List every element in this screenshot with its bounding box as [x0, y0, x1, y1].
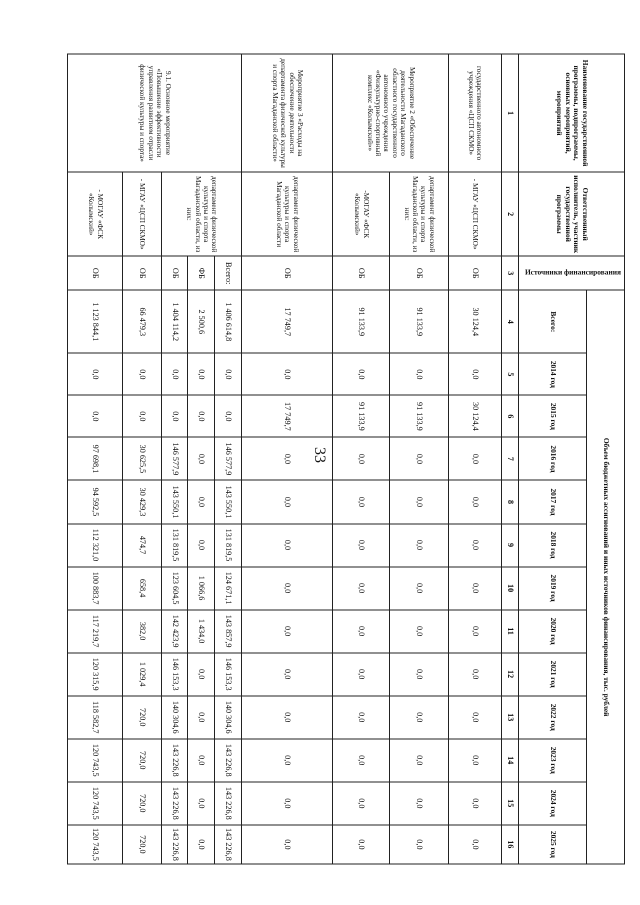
table-cell: 0,0 — [390, 610, 449, 653]
header-year: 2021 год — [519, 653, 587, 696]
table-cell: 30 429,3 — [123, 480, 161, 523]
table-cell: 94 592,5 — [68, 480, 123, 523]
table-cell: 143 226,8 — [214, 739, 242, 782]
table-cell: 91 133,9 — [390, 395, 449, 437]
table-cell: 0,0 — [390, 739, 449, 782]
table-cell: 131 819,5 — [161, 524, 188, 567]
table-row — [242, 54, 332, 864]
header-total: Всего: — [519, 290, 587, 353]
table-cell: 0,0 — [242, 782, 332, 825]
table-cell: 0,0 — [214, 353, 242, 395]
header-year: 2017 год — [519, 480, 587, 523]
table-row — [448, 54, 501, 864]
header-year: 2024 год — [519, 782, 587, 825]
col-number: 8 — [502, 480, 519, 523]
row-name: 9.1. Основное мероприятие «Повышение эффективности управления развитием отрасли физической культуры и спорта» — [68, 54, 242, 172]
table-cell: 0,0 — [188, 480, 215, 523]
table-cell: 0,0 — [448, 782, 501, 825]
table-cell: 0,0 — [332, 782, 389, 825]
table-cell: 143 226,8 — [214, 782, 242, 825]
table-cell: 0,0 — [390, 696, 449, 739]
table-cell: 146 577,9 — [161, 437, 188, 480]
table-cell: 120 743,5 — [68, 782, 123, 825]
row-executor: - МГАУ «ЦСП СКМО» — [123, 172, 161, 256]
table-cell: 0,0 — [242, 653, 332, 696]
row-source: ОБ — [390, 256, 449, 290]
table-row — [332, 54, 389, 864]
budget-table — [67, 54, 625, 865]
table-cell: 658,4 — [123, 567, 161, 610]
col-number: 14 — [502, 739, 519, 782]
col-number: 16 — [502, 825, 519, 864]
row-source: ОБ — [448, 256, 501, 290]
table-cell: 118 582,7 — [68, 696, 123, 739]
table-cell: 0,0 — [188, 825, 215, 864]
table-cell: 0,0 — [390, 782, 449, 825]
row-executor: - МОГАУ «ФСК «Колымский» — [68, 172, 123, 256]
header-name: Наименование государственной программы, подпрограммы, основных мероприятий, мероприятий — [519, 54, 625, 172]
table-cell: 382,0 — [123, 610, 161, 653]
table-cell: 0,0 — [242, 437, 332, 480]
table-cell: 0,0 — [448, 353, 501, 395]
table-cell: 146 153,3 — [214, 653, 242, 696]
table-cell: 143 226,8 — [161, 825, 188, 864]
table-cell: 0,0 — [448, 567, 501, 610]
table-cell: 0,0 — [448, 696, 501, 739]
table-cell: 120 315,9 — [68, 653, 123, 696]
header-year: 2016 год — [519, 437, 587, 480]
table-cell: 91 133,9 — [332, 290, 389, 353]
table-cell: 1 029,4 — [123, 653, 161, 696]
table-cell: 720,0 — [123, 825, 161, 864]
table-cell: 0,0 — [161, 353, 188, 395]
table-cell: 0,0 — [448, 480, 501, 523]
table-cell: 143 550,1 — [161, 480, 188, 523]
table-cell: 123 604,5 — [161, 567, 188, 610]
table-cell: 0,0 — [188, 782, 215, 825]
col-number: 11 — [502, 610, 519, 653]
table-cell: 30 124,4 — [448, 395, 501, 437]
table-cell: 0,0 — [242, 610, 332, 653]
table-cell: 117 219,7 — [68, 610, 123, 653]
header-year: 2019 год — [519, 567, 587, 610]
table-cell: 100 883,7 — [68, 567, 123, 610]
col-number: 9 — [502, 524, 519, 567]
table-cell: 1 434,0 — [188, 610, 215, 653]
table-cell: 91 133,9 — [332, 395, 389, 437]
table-cell: 1 123 844,1 — [68, 290, 123, 353]
table-cell: 131 819,5 — [214, 524, 242, 567]
table-cell: 142 423,9 — [161, 610, 188, 653]
table-cell: 0,0 — [214, 395, 242, 437]
row-source: ОБ — [123, 256, 161, 290]
table-cell: 97 698,1 — [68, 437, 123, 480]
table-cell: 0,0 — [188, 524, 215, 567]
table-cell: 30 625,5 — [123, 437, 161, 480]
table-cell: 0,0 — [242, 739, 332, 782]
table-cell: 0,0 — [390, 480, 449, 523]
col-number: 7 — [502, 437, 519, 480]
header-year: 2020 год — [519, 610, 587, 653]
table-cell: 0,0 — [123, 395, 161, 437]
table-cell: 0,0 — [332, 739, 389, 782]
table-cell: 143 226,8 — [161, 782, 188, 825]
row-source: ОБ — [161, 256, 188, 290]
row-source: ФБ — [188, 256, 215, 290]
header-row-1 — [587, 54, 625, 864]
table-cell: 0,0 — [161, 395, 188, 437]
header-year: 2023 год — [519, 739, 587, 782]
table-row — [123, 54, 161, 864]
col-number: 6 — [502, 395, 519, 437]
table-cell: 140 304,6 — [214, 696, 242, 739]
table-cell: 0,0 — [390, 524, 449, 567]
table-row — [214, 54, 242, 864]
header-executor: Ответственный исполнитель, участник государственной программы — [519, 172, 625, 256]
header-source: Источники финансирования — [519, 256, 625, 290]
table-cell: 143 857,9 — [214, 610, 242, 653]
table-cell: 0,0 — [242, 353, 332, 395]
col-number: 4 — [502, 290, 519, 353]
table-cell: 66 479,3 — [123, 290, 161, 353]
table-cell: 120 743,5 — [68, 825, 123, 864]
header-year: 2022 год — [519, 696, 587, 739]
table-cell: 0,0 — [390, 437, 449, 480]
col-number: 3 — [502, 256, 519, 290]
table-cell: 30 124,4 — [448, 290, 501, 353]
table-cell: 474,7 — [123, 524, 161, 567]
row-executor: департамент физической культуры и спорта Магаданской области, из них: — [161, 172, 242, 256]
table-cell: 143 550,1 — [214, 480, 242, 523]
column-numbers-row — [502, 54, 519, 864]
table-cell: 0,0 — [390, 567, 449, 610]
row-source: ОБ — [332, 256, 389, 290]
row-source: ОБ — [242, 256, 332, 290]
col-number: 12 — [502, 653, 519, 696]
table-cell: 0,0 — [332, 696, 389, 739]
row-executor: - МГАУ «ЦСП СКМО» — [448, 172, 501, 256]
table-cell: 0,0 — [448, 610, 501, 653]
header-year: 2015 год — [519, 395, 587, 437]
table-cell: 17 749,7 — [242, 290, 332, 353]
row-executor: департамент физической культуры и спорта Магаданской области, из них: — [390, 172, 449, 256]
table-row — [390, 54, 449, 864]
table-cell: 0,0 — [390, 353, 449, 395]
table-cell: 91 133,9 — [390, 290, 449, 353]
table-cell: 0,0 — [242, 567, 332, 610]
table-cell: 120 743,5 — [68, 739, 123, 782]
table-cell: 143 226,8 — [161, 739, 188, 782]
col-number: 13 — [502, 696, 519, 739]
table-cell: 112 321,0 — [68, 524, 123, 567]
table-cell: 0,0 — [448, 739, 501, 782]
table-cell: 0,0 — [242, 696, 332, 739]
table-cell: 0,0 — [332, 437, 389, 480]
table-cell: 0,0 — [242, 524, 332, 567]
header-funding: Объем бюджетных ассигнований и иных источников финансирования, тыс. рублей — [587, 290, 625, 864]
table-cell: 0,0 — [123, 353, 161, 395]
table-cell: 146 577,9 — [214, 437, 242, 480]
table-cell: 720,0 — [123, 782, 161, 825]
budget-table-rotated — [67, 54, 625, 865]
table-cell: 0,0 — [332, 825, 389, 864]
table-cell: 1 406 614,8 — [214, 290, 242, 353]
page-number: 33 — [311, 447, 328, 463]
table-cell: 0,0 — [390, 653, 449, 696]
table-cell: 0,0 — [448, 524, 501, 567]
table-cell: 0,0 — [242, 825, 332, 864]
table-cell: 720,0 — [123, 739, 161, 782]
row-name: Мероприятие 2 «Обеспечение деятельности Магаданского областного государственного автономного учреждения «Физкультурно-спортивный комплекс «Колымский»» — [332, 54, 448, 172]
table-cell: 0,0 — [390, 825, 449, 864]
table-cell: 0,0 — [332, 353, 389, 395]
col-number: 15 — [502, 782, 519, 825]
row-executor: департамент физической культуры и спорта Магаданской области — [242, 172, 332, 256]
col-number: 2 — [502, 172, 519, 256]
table-cell: 0,0 — [332, 480, 389, 523]
table-cell: 0,0 — [188, 353, 215, 395]
table-cell: 0,0 — [188, 696, 215, 739]
table-cell: 0,0 — [448, 437, 501, 480]
table-cell: 0,0 — [188, 653, 215, 696]
table-cell: 143 226,8 — [214, 825, 242, 864]
table-row — [68, 54, 123, 864]
col-number: 10 — [502, 567, 519, 610]
table-cell: 0,0 — [332, 524, 389, 567]
table-cell: 720,0 — [123, 696, 161, 739]
table-cell: 146 153,3 — [161, 653, 188, 696]
table-cell: 0,0 — [188, 739, 215, 782]
header-year: 2018 год — [519, 524, 587, 567]
table-cell: 0,0 — [188, 437, 215, 480]
table-cell: 0,0 — [68, 395, 123, 437]
table-cell: 17 749,7 — [242, 395, 332, 437]
table-cell: 0,0 — [448, 825, 501, 864]
row-source: Всего: — [214, 256, 242, 290]
row-executor: -МОГАУ «ФСК «Колымский» — [332, 172, 389, 256]
row-name: Мероприятие 3 «Расходы на обеспечение деятельности департамента физической культуры и спорта Магаданской области» — [242, 54, 332, 172]
table-cell: 0,0 — [332, 653, 389, 696]
table-cell: 0,0 — [332, 610, 389, 653]
table-cell: 0,0 — [242, 480, 332, 523]
table-cell: 1 066,6 — [188, 567, 215, 610]
header-year: 2025 год — [519, 825, 587, 864]
header-year: 2014 год — [519, 353, 587, 395]
table-cell: 124 671,1 — [214, 567, 242, 610]
table-cell: 0,0 — [68, 353, 123, 395]
row-source: ОБ — [68, 256, 123, 290]
row-name: государственного автономного учреждения «ЦСП СКМО» — [448, 54, 501, 172]
col-number: 1 — [502, 54, 519, 172]
table-cell: 0,0 — [448, 653, 501, 696]
table-cell: 0,0 — [332, 567, 389, 610]
table-cell: 2 500,6 — [188, 290, 215, 353]
table-cell: 1 404 114,2 — [161, 290, 188, 353]
table-cell: 0,0 — [188, 395, 215, 437]
col-number: 5 — [502, 353, 519, 395]
table-cell: 140 304,6 — [161, 696, 188, 739]
